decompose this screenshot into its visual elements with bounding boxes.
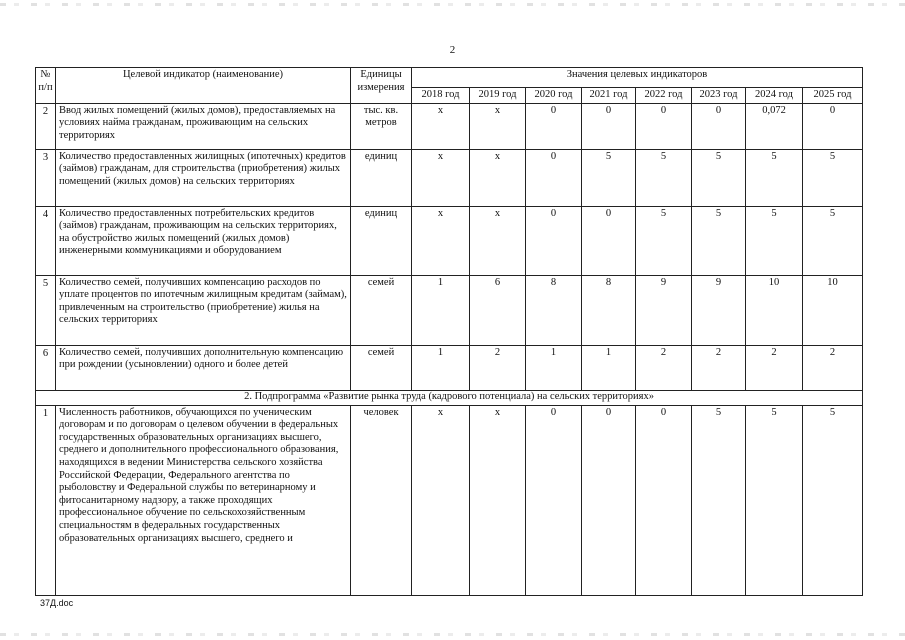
row-value: 5: [746, 149, 803, 206]
row-value: 0,072: [746, 103, 803, 149]
row-value: 0: [692, 103, 746, 149]
row-value: 0: [803, 103, 863, 149]
row-value: 0: [526, 103, 582, 149]
row-value: 1: [412, 345, 470, 390]
row-unit: семей: [351, 275, 412, 345]
row-value: 5: [803, 405, 863, 595]
row-value: 5: [692, 149, 746, 206]
table-row: [36, 345, 863, 390]
scan-edge-top: [0, 3, 905, 6]
row-num: 4: [36, 206, 56, 275]
header-year: 2024 год: [746, 88, 803, 104]
row-value: 1: [412, 275, 470, 345]
header-year: 2022 год: [636, 88, 692, 104]
row-value: х: [412, 103, 470, 149]
row-value: 5: [803, 149, 863, 206]
row-name: Количество предоставленных жилищных (ипотечных) кредитов (займов) гражданам, для строительства (приобретения) жилых помещений (жилых домов) на сельских территориях: [56, 149, 351, 206]
row-value: 5: [746, 206, 803, 275]
row-value: 5: [636, 206, 692, 275]
row-unit: единиц: [351, 149, 412, 206]
row-value: 0: [526, 405, 582, 595]
row-unit: человек: [351, 405, 412, 595]
row-value: 6: [470, 275, 526, 345]
row-value: х: [470, 405, 526, 595]
row-num: 2: [36, 103, 56, 149]
row-value: 2: [692, 345, 746, 390]
row-value: х: [412, 405, 470, 595]
table-row: [36, 275, 863, 345]
row-value: 8: [526, 275, 582, 345]
row-value: 5: [692, 405, 746, 595]
row-name: Количество предоставленных потребительских кредитов (займов) гражданам, проживающим на сельских территориях, на обустройство жилых помещений (жилых домов) инженерными коммуникациями и оборудованием: [56, 206, 351, 275]
row-name: Численность работников, обучающихся по ученическим договорам и по договорам о целевом обучении в федеральных государственных образовательных организациях высшего, среднего и дополнительного профессионального образования, находящихся в ведении Министерства сельского хозяйства Российской Федерации, Федерального агентства по рыболовству и Федеральной службы по ветеринарному и фитосанитарному надзору, а также проходящих профессиональное обучение по сельскохозяйственным специальностям в федеральных государственных образовательных организациях высшего, среднего и: [56, 405, 351, 595]
header-num: № п/п: [36, 68, 56, 104]
row-name: Количество семей, получивших дополнительную компенсацию при рождении (усыновлении) одного и более детей: [56, 345, 351, 390]
row-unit: тыс. кв. метров: [351, 103, 412, 149]
row-num: 3: [36, 149, 56, 206]
header-year: 2023 год: [692, 88, 746, 104]
row-num: 5: [36, 275, 56, 345]
row-value: 5: [636, 149, 692, 206]
row-value: 0: [526, 206, 582, 275]
row-unit: единиц: [351, 206, 412, 275]
page-number: 2: [449, 44, 456, 56]
row-name: Количество семей, получивших компенсацию расходов по уплате процентов по ипотечным жилищным кредитам (займам), привлеченным на строительство (приобретение) жилья на сельских территориях: [56, 275, 351, 345]
row-value: 2: [470, 345, 526, 390]
row-value: х: [470, 103, 526, 149]
header-year: 2018 год: [412, 88, 470, 104]
row-value: 9: [692, 275, 746, 345]
scan-edge-bottom: [0, 633, 905, 636]
row-value: 0: [582, 103, 636, 149]
row-value: 2: [803, 345, 863, 390]
header-unit: Единицы измерения: [351, 68, 412, 104]
row-value: х: [412, 149, 470, 206]
table-row: [36, 206, 863, 275]
row-value: 9: [636, 275, 692, 345]
row-value: 10: [803, 275, 863, 345]
header-year: 2020 год: [526, 88, 582, 104]
row-value: х: [470, 149, 526, 206]
header-name: Целевой индикатор (наименование): [56, 68, 351, 104]
header-values: Значения целевых индикаторов: [412, 68, 863, 88]
row-value: 2: [636, 345, 692, 390]
header-year: 2019 год: [470, 88, 526, 104]
indicators-table: [35, 67, 863, 596]
header-year: 2025 год: [803, 88, 863, 104]
row-name: Ввод жилых помещений (жилых домов), предоставляемых на условиях найма гражданам, проживающим на сельских территориях: [56, 103, 351, 149]
row-value: 5: [692, 206, 746, 275]
row-value: х: [470, 206, 526, 275]
section-row: [36, 390, 863, 405]
header-year: 2021 год: [582, 88, 636, 104]
section-title: 2. Подпрограмма «Развитие рынка труда (кадрового потенциала) на сельских территориях»: [36, 390, 863, 405]
row-value: 1: [526, 345, 582, 390]
row-num: 6: [36, 345, 56, 390]
table-row: [36, 103, 863, 149]
row-value: 0: [582, 206, 636, 275]
row-value: 5: [582, 149, 636, 206]
row-value: 1: [582, 345, 636, 390]
row-value: 0: [636, 405, 692, 595]
row-value: 0: [526, 149, 582, 206]
row-value: х: [412, 206, 470, 275]
row-value: 2: [746, 345, 803, 390]
row-value: 0: [636, 103, 692, 149]
row-num: 1: [36, 405, 56, 595]
table-row: [36, 149, 863, 206]
row-value: 5: [746, 405, 803, 595]
row-unit: семей: [351, 345, 412, 390]
footer-filename: 37Д.doc: [40, 598, 74, 608]
row-value: 5: [803, 206, 863, 275]
table-row: [36, 405, 863, 595]
row-value: 10: [746, 275, 803, 345]
row-value: 0: [582, 405, 636, 595]
row-value: 8: [582, 275, 636, 345]
